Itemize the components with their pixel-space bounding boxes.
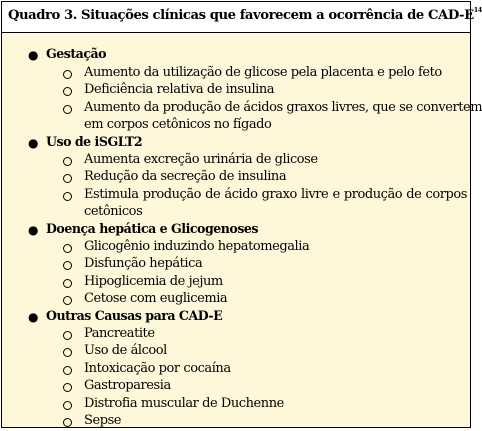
list-item: Glicogênio induzindo hepatomegalia	[84, 239, 310, 254]
category-label: Doença hepática e Glicogenoses	[46, 221, 259, 236]
list-bullet-icon	[63, 366, 72, 375]
list-item-text: Estimula produção de ácido graxo livre e produção de corpos	[84, 187, 467, 202]
list-item: Deficiência relativa de insulina	[84, 82, 275, 97]
list-item: Uso de álcool	[84, 343, 167, 358]
list-item-continuation: cetônicos	[84, 204, 143, 219]
clinical-situations-table	[1, 1, 482, 428]
list-bullet-icon	[63, 348, 72, 357]
reference-superscript: 14	[473, 5, 482, 14]
list-bullet-icon	[63, 279, 72, 288]
title-text: Quadro 3. Situações clínicas que favorecem a ocorrência de CAD-E	[8, 8, 474, 23]
list-bullet-icon	[63, 383, 72, 392]
list-item-continuation: em corpos cetônicos no fígado	[84, 117, 272, 132]
list-bullet-icon	[63, 418, 72, 427]
category-label: Gestação	[46, 46, 107, 61]
table-header	[2, 2, 482, 33]
category-bullet-icon: ●	[28, 136, 39, 150]
list-bullet-icon	[63, 105, 72, 114]
list-item: Distrofia muscular de Duchenne	[84, 396, 284, 411]
list-bullet-icon	[63, 401, 72, 410]
list-bullet-icon	[63, 157, 72, 166]
list-item: Aumento da utilização de glicose pela placenta e pelo feto	[84, 65, 442, 80]
list-item-text: Aumento da produção de ácidos graxos livres, que se convertem	[84, 100, 482, 115]
category-label: Uso de iSGLT2	[46, 134, 143, 149]
list-item: Aumenta excreção urinária de glicose	[84, 152, 318, 167]
list-bullet-icon	[63, 261, 72, 270]
category-bullet-icon: ●	[28, 310, 39, 324]
category-label: Outras Causas para CAD-E	[46, 308, 223, 323]
table-title	[8, 5, 482, 23]
list-bullet-icon	[63, 70, 72, 79]
list-item: Redução da secreção de insulina	[84, 169, 287, 184]
list-item: Pancreatite	[84, 326, 155, 341]
list-item: Gastroparesia	[84, 378, 171, 393]
category-bullet-icon: ●	[28, 48, 39, 62]
list-item	[84, 187, 467, 202]
list-item: Sepse	[84, 413, 122, 428]
list-bullet-icon	[63, 87, 72, 96]
list-item: Disfunção hepática	[84, 256, 203, 271]
table-body	[2, 33, 482, 428]
list-item	[84, 100, 482, 115]
list-item: Cetose com euglicemia	[84, 291, 228, 306]
category-bullet-icon: ●	[28, 223, 39, 237]
list-item: Hipoglicemia de jejum	[84, 274, 223, 289]
list-item: Intoxicação por cocaína	[84, 361, 231, 376]
list-bullet-icon	[63, 244, 72, 253]
list-bullet-icon	[63, 192, 72, 201]
list-bullet-icon	[63, 174, 72, 183]
list-bullet-icon	[63, 331, 72, 340]
list-bullet-icon	[63, 296, 72, 305]
